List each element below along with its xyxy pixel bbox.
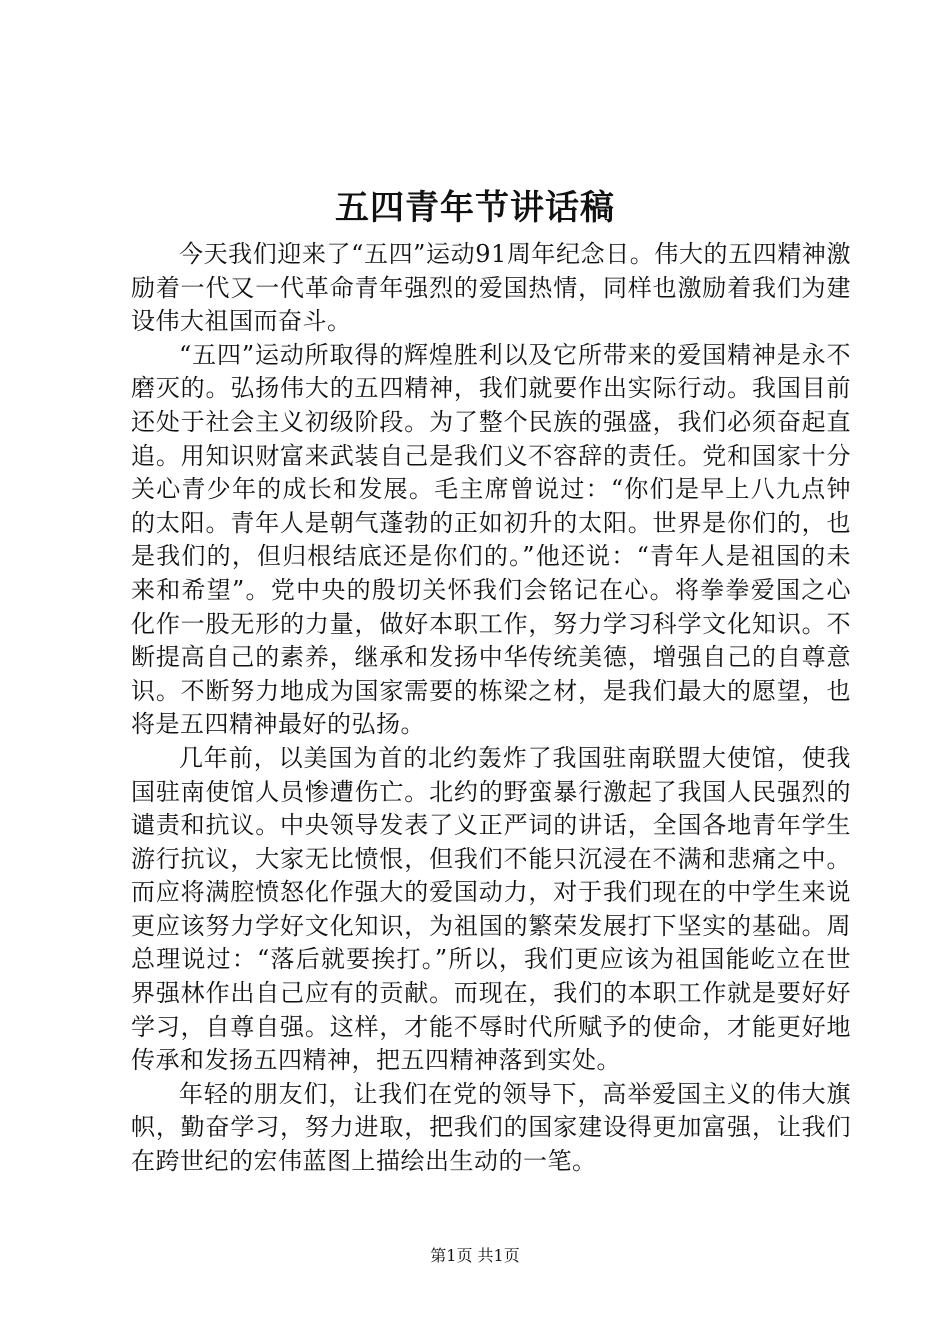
paragraph-1: 今天我们迎来了“五四”运动91周年纪念日。伟大的五四精神激励着一代又一代革命青年强烈的爱国热情，同样也激励着我们为建设伟大祖国而奋斗。: [131, 240, 851, 336]
document-body: [131, 238, 851, 1179]
paragraph-3: 几年前，以美国为首的北约轰炸了我国驻南联盟大使馆，使我国驻南使馆人员惨遭伤亡。北约的野蛮暴行激起了我国人民强烈的谴责和抗议。中央领导发表了义正严词的讲话，全国各地青年学生游行抗议，大家无比愤恨，但我们不能只沉浸在不满和悲痛之中。而应将满腔愤怒化作强大的爱国动力，对于我们现在的中学生来说更应该努力学好文化知识，为祖国的繁荣发展打下坚实的基础。周总理说过：“落后就要挨打。”所以，我们更应该为祖国能屹立在世界强林作出自己应有的贡献。而现在，我们的本职工作就是要好好学习，自尊自强。这样，才能不辱时代所赋予的使命，才能更好地传承和发扬五四精神，把五四精神落到实处。: [131, 743, 851, 1075]
paragraph-2: “五四”运动所取得的辉煌胜利以及它所带来的爱国精神是永不磨灭的。弘扬伟大的五四精神，我们就要作出实际行动。我国目前还处于社会主义初级阶段。为了整个民族的强盛，我们必须奋起直追。用知识财富来武装自己是我们义不容辞的责任。党和国家十分关心青少年的成长和发展。毛主席曾说过：“你们是早上八九点钟的太阳。青年人是朝气蓬勃的正如初升的太阳。世界是你们的，也是我们的，但归根结底还是你们的。”他还说：“青年人是祖国的未来和希望”。党中央的殷切关怀我们会铭记在心。将拳拳爱国之心化作一股无形的力量，做好本职工作，努力学习科学文化知识。不断提高自己的素养，继承和发扬中华传统美德，增强自己的自尊意识。不断努力地成为国家需要的栋梁之材，是我们最大的愿望，也将是五四精神最好的弘扬。: [131, 340, 851, 739]
document-title: 五四青年节讲话稿: [335, 188, 615, 228]
paragraph-4: 年轻的朋友们，让我们在党的领导下，高举爱国主义的伟大旗帜，勤奋学习，努力进取，把我们的国家建设得更加富强，让我们在跨世纪的宏伟蓝图上描绘出生动的一笔。: [131, 1079, 851, 1176]
page-number-footer: 第1页 共1页: [430, 1246, 520, 1265]
